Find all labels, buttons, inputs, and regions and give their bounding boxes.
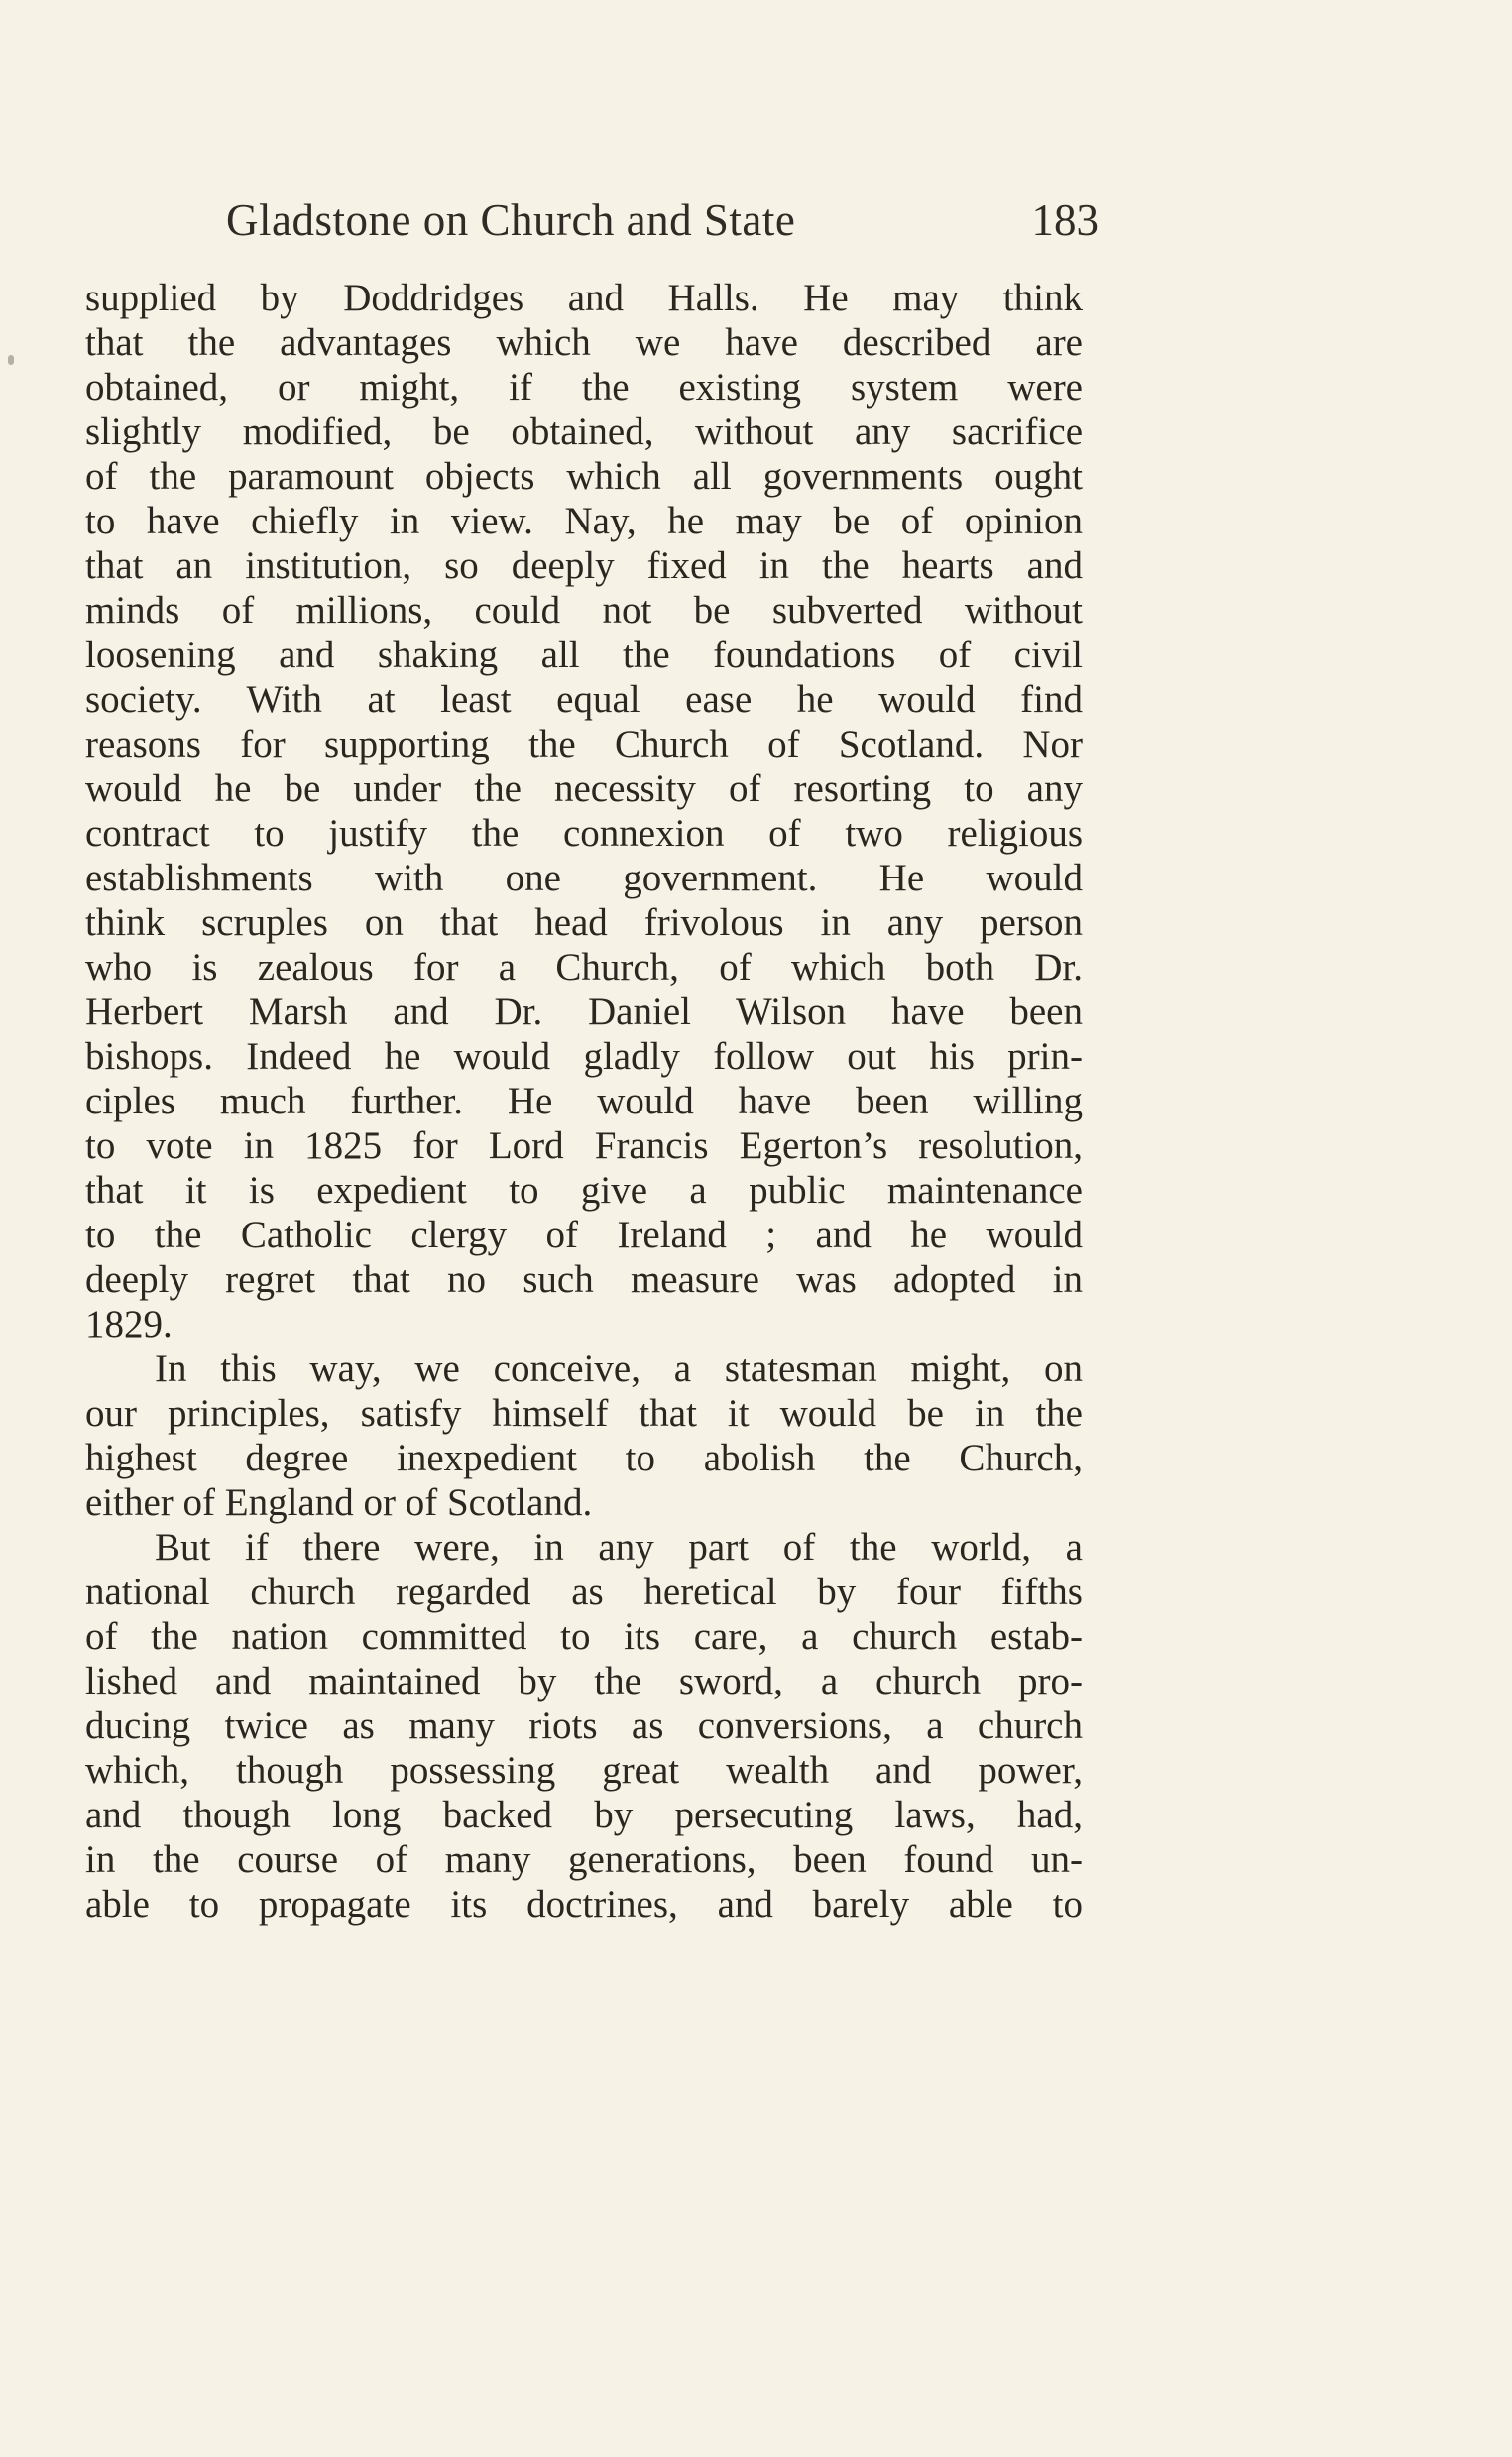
text-line: think scruples on that head frivolous in any person [85, 901, 1083, 944]
page-number: 183 [1031, 195, 1099, 245]
text-line: reasons for supporting the Church of Scotland. Nor [85, 723, 1083, 765]
text-line: to have chiefly in view. Nay, he may be of opinion [85, 500, 1083, 542]
margin-speck [8, 355, 14, 365]
text-line: ciples much further. He would have been willing [85, 1080, 1083, 1122]
text-line: our principles, satisfy himself that it would be in the [85, 1392, 1083, 1435]
text-line: that an institution, so deeply fixed in the hearts and [85, 544, 1083, 587]
text-line: able to propagate its doctrines, and barely able to [85, 1883, 1083, 1926]
text-line: ducing twice as many riots as conversions, a church [85, 1704, 1083, 1747]
paragraph-end-line: either of England or of Scotland. [85, 1481, 593, 1524]
text-line: to the Catholic clergy of Ireland ; and he would [85, 1214, 1083, 1256]
text-line: that it is expedient to give a public maintenance [85, 1169, 1083, 1212]
text-line: bishops. Indeed he would gladly follow out his prin- [85, 1035, 1083, 1078]
text-line: and though long backed by persecuting laws, had, [85, 1794, 1083, 1836]
text-line: highest degree inexpedient to abolish the Church, [85, 1437, 1083, 1479]
text-line: of the paramount objects which all governments ought [85, 455, 1083, 498]
text-line: would he be under the necessity of resorting to any [85, 767, 1083, 810]
paragraph-start-line: In this way, we conceive, a statesman might, on [155, 1347, 1083, 1390]
text-line: national church regarded as heretical by four fifths [85, 1571, 1083, 1613]
text-line: in the course of many generations, been found un- [85, 1838, 1083, 1881]
body-text [85, 276, 1083, 1927]
text-line: of the nation committed to its care, a church estab- [85, 1615, 1083, 1658]
text-line: society. With at least equal ease he would find [85, 678, 1083, 721]
text-line: establishments with one government. He would [85, 857, 1083, 899]
text-line: obtained, or might, if the existing system were [85, 366, 1083, 409]
text-line: slightly modified, be obtained, without any sacrifice [85, 410, 1083, 453]
text-line: who is zealous for a Church, of which both Dr. [85, 946, 1083, 989]
text-line: minds of millions, could not be subverted without [85, 589, 1083, 632]
text-line: contract to justify the connexion of two religious [85, 812, 1083, 855]
paragraph-end-line: 1829. [85, 1303, 173, 1346]
text-line: deeply regret that no such measure was adopted in [85, 1258, 1083, 1301]
text-line: to vote in 1825 for Lord Francis Egerton’s resolution, [85, 1124, 1083, 1167]
text-line: loosening and shaking all the foundations of civil [85, 634, 1083, 676]
running-title: Gladstone on Church and State [226, 195, 796, 245]
text-line: lished and maintained by the sword, a church pro- [85, 1660, 1083, 1702]
text-line: Herbert Marsh and Dr. Daniel Wilson have been [85, 991, 1083, 1033]
text-line: that the advantages which we have described are [85, 321, 1083, 364]
text-line: supplied by Doddridges and Halls. He may think [85, 277, 1083, 319]
running-head [226, 194, 1099, 254]
paragraph-start-line: But if there were, in any part of the world, a [155, 1526, 1083, 1569]
text-line: which, though possessing great wealth and power, [85, 1749, 1083, 1792]
